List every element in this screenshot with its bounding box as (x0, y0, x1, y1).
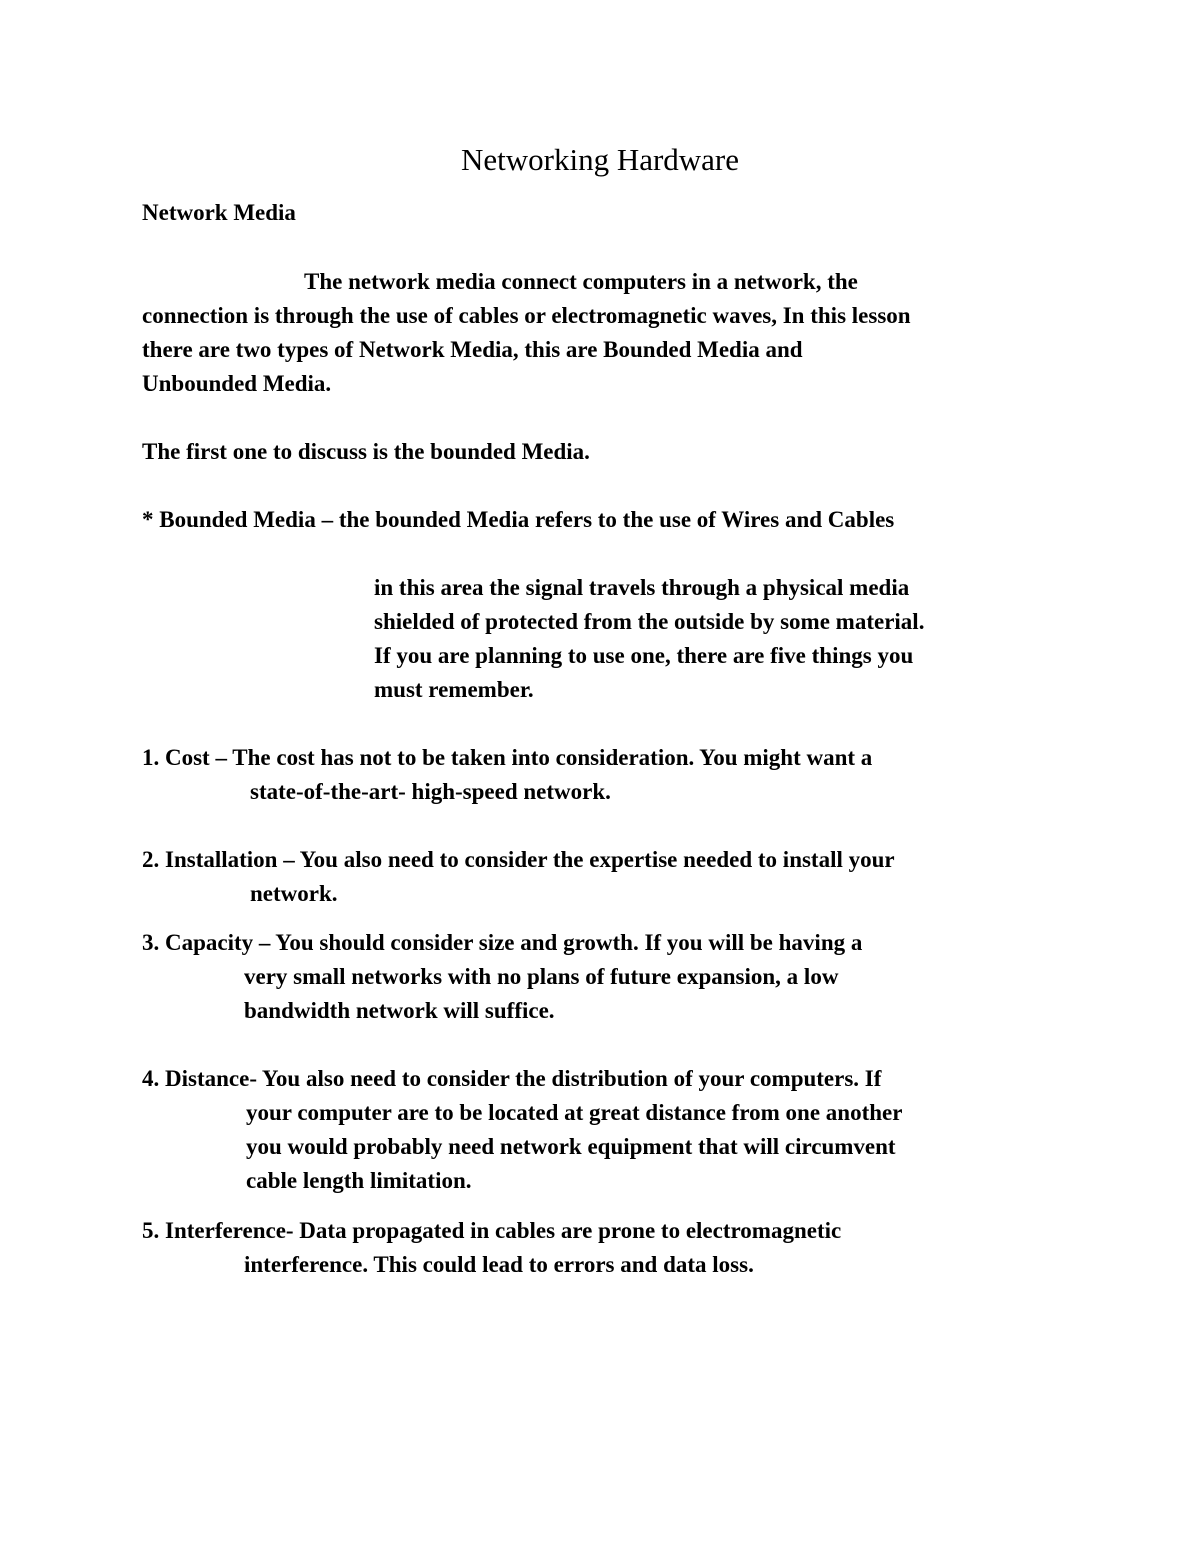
list-item-line: 3. Capacity – You should consider size and growth. If you will be having a (142, 930, 863, 955)
list-item-distance (142, 1062, 902, 1198)
first-discuss-paragraph (142, 435, 590, 469)
intro-line: Unbounded Media. (142, 371, 332, 396)
intro-line: connection is through the use of cables or electromagnetic waves, In this lesson (142, 303, 911, 328)
list-item-line: 4. Distance- You also need to consider the distribution of your computers. If (142, 1066, 882, 1091)
list-item-cost (142, 741, 872, 809)
list-item-line: you would probably need network equipment that will circumvent (246, 1134, 896, 1159)
bounded-definition-line: * Bounded Media – the bounded Media refers to the use of Wires and Cables (142, 507, 895, 532)
page-title: Networking Hardware (460, 142, 740, 177)
list-item-line: 2. Installation – You also need to consider the expertise needed to install your (142, 847, 895, 872)
intro-line: there are two types of Network Media, this are Bounded Media and (142, 337, 803, 362)
intro-paragraph (142, 265, 911, 401)
list-item-line: cable length limitation. (246, 1168, 472, 1193)
bounded-detail-line: If you are planning to use one, there are five things you (374, 643, 914, 668)
list-item-line: 1. Cost – The cost has not to be taken into consideration. You might want a (142, 745, 873, 770)
bounded-definition-paragraph (142, 503, 894, 537)
list-item-line: 5. Interference- Data propagated in cables are prone to electromagnetic (142, 1218, 842, 1243)
list-item-interference (142, 1214, 841, 1282)
list-item-line: your computer are to be located at great distance from one another (246, 1100, 903, 1125)
bounded-detail-line: shielded of protected from the outside by some material. (374, 609, 925, 634)
list-item-capacity (142, 926, 862, 1028)
bounded-detail-line: in this area the signal travels through a physical media (374, 575, 910, 600)
section-heading: Network Media (142, 200, 296, 225)
list-item-installation (142, 843, 895, 911)
first-discuss-line: The first one to discuss is the bounded Media. (142, 439, 590, 464)
bounded-detail-line: must remember. (374, 677, 534, 702)
list-item-line: network. (250, 881, 338, 906)
list-item-line: bandwidth network will suffice. (244, 998, 555, 1023)
bounded-detail-paragraph (374, 571, 924, 707)
list-item-line: very small networks with no plans of future expansion, a low (244, 964, 839, 989)
list-item-line: state-of-the-art- high-speed network. (250, 779, 611, 804)
intro-line: The network media connect computers in a network, the (304, 269, 858, 294)
list-item-line: interference. This could lead to errors and data loss. (244, 1252, 754, 1277)
